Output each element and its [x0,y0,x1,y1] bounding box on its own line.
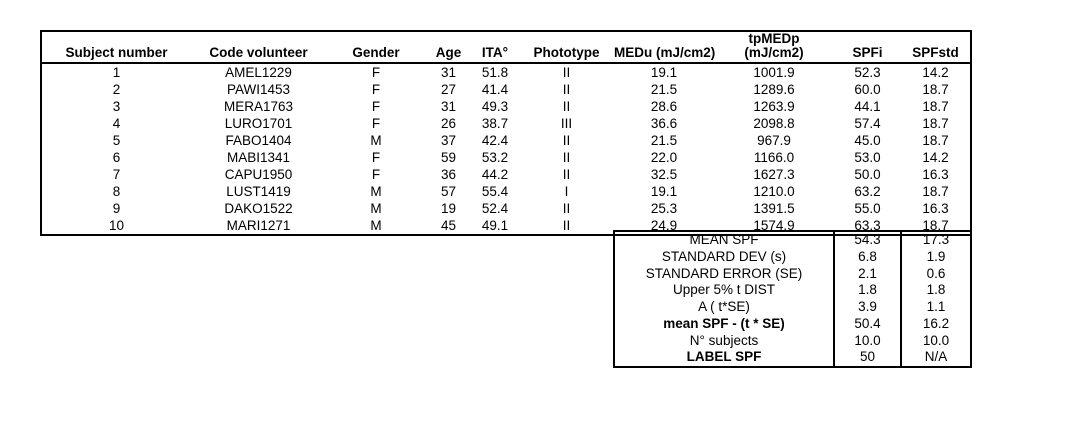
summary-row-3 [614,282,971,299]
summary-spfi-value: 50 [834,349,901,367]
subject-row-7 [41,166,971,183]
subject-cell: 57 [440,184,457,199]
subject-cell: 1574.9 [753,218,795,233]
subject-cell: 31 [440,65,457,80]
summary-label: mean SPF - (t * SE) [663,315,785,331]
subject-cell: 31 [440,99,457,114]
column-header-4: ITA° [471,31,519,63]
subject-cell: 3 [112,99,121,114]
subject-cell: CAPU1950 [224,167,293,182]
summary-spfstd-value: 10.0 [901,333,971,350]
summary-row-6 [614,333,971,350]
subject-cell: MABI1341 [226,150,291,165]
subject-cell: F [371,150,381,165]
subject-cell: 18.7 [922,82,949,97]
subject-cell: 1001.9 [753,65,795,80]
summary-label: STANDARD ERROR (SE) [645,265,803,281]
subject-cell: II [562,133,571,148]
subject-cell: 19.1 [650,65,678,80]
summary-label: STANDARD DEV (s) [661,248,787,264]
subject-cell: DAKO1522 [224,201,293,216]
subjects-table [40,30,972,236]
summary-label: A ( t*SE) [698,299,750,314]
subject-cell: 1391.5 [753,201,795,216]
subject-cell: 55.0 [854,201,881,216]
subjects-table-header [41,31,971,63]
subject-row-3 [41,98,971,115]
subject-cell: 52.4 [481,201,509,216]
subject-cell: 49.3 [481,99,509,114]
subject-cell: LURO1701 [224,116,293,131]
subject-cell: MERA1763 [223,99,294,114]
subject-cell: 36.6 [650,116,678,131]
subject-cell: II [562,82,571,97]
spf-summary-body [614,231,971,367]
subject-cell: F [371,82,381,97]
subject-cell: 42.4 [481,133,509,148]
spf-summary-table [613,230,972,368]
subject-cell: 18.7 [922,116,949,131]
header-row [41,31,971,63]
subject-cell: 21.5 [650,133,678,148]
column-header-8: SPFi [834,31,901,63]
subject-cell: 5 [112,133,121,148]
subject-cell: 1 [112,65,121,80]
subject-cell: M [370,133,382,148]
subject-row-4 [41,115,971,132]
column-header-1: Code volunteer [191,31,326,63]
subject-cell: F [371,167,381,182]
column-header-7-top-line: tpMEDp [748,31,800,46]
column-header-3: Age [426,31,471,63]
subject-cell: 16.3 [922,201,949,216]
subject-cell: 19.1 [650,184,678,199]
summary-spfstd-value: 1.1 [901,299,971,316]
summary-label: LABEL SPF [686,349,762,365]
summary-spfi-value: 1.8 [834,282,901,299]
summary-label: Upper 5% t DIST [672,282,776,298]
subject-cell: 22.0 [650,150,678,165]
subject-cell: 19 [440,201,457,216]
subject-row-9 [41,200,971,217]
summary-label: MEAN SPF [689,232,759,247]
subject-cell: 1210.0 [753,184,795,199]
subject-row-2 [41,81,971,98]
subject-cell: 57.4 [854,116,881,131]
subject-cell: I [564,184,569,199]
subject-cell: 60.0 [854,82,881,97]
subject-cell: 38.7 [481,116,509,131]
subject-cell: 21.5 [650,82,678,97]
subject-cell: M [370,184,382,199]
summary-spfstd-value: 1.8 [901,282,971,299]
subject-cell: 26 [440,116,457,131]
summary-row-7 [614,349,971,367]
column-header-6: MEDu (mJ/cm2) [614,31,714,63]
subject-cell: 27 [440,82,457,97]
subject-cell: 1627.3 [753,167,795,182]
subject-cell: 7 [112,167,121,182]
column-header-2: Gender [326,31,426,63]
subject-cell: 8 [112,184,121,199]
subject-cell: F [371,65,381,80]
subject-cell: 967.9 [757,133,791,148]
subject-cell: 44.2 [481,167,509,182]
subject-cell: FABO1404 [225,133,292,148]
summary-spfstd-value: N/A [901,349,971,367]
subject-cell: 25.3 [650,201,678,216]
subject-cell: 41.4 [481,82,509,97]
column-header-9: SPFstd [901,31,971,63]
subject-cell: F [371,116,381,131]
column-header-5: Phototype [519,31,614,63]
subject-cell: 32.5 [650,167,678,182]
subject-cell: 18.7 [922,184,949,199]
subject-cell: PAWI1453 [226,82,291,97]
subject-cell: 18.7 [922,218,949,233]
subject-cell: 63.3 [854,218,881,233]
subject-cell: 4 [112,116,121,131]
summary-label: N° subjects [689,332,759,348]
subject-row-1 [41,63,971,81]
subject-cell: II [562,99,571,114]
subject-cell: 59 [440,150,457,165]
subject-cell: 1263.9 [753,99,795,114]
subject-cell: 44.1 [854,99,881,114]
summary-spfi-value: 10.0 [834,333,901,350]
summary-row-5 [614,316,971,333]
subject-cell: 1166.0 [753,150,795,165]
summary-row-4 [614,299,971,316]
subject-cell: 51.8 [481,65,509,80]
subject-cell: 55.4 [481,184,509,199]
subject-cell: 37 [440,133,457,148]
subject-cell: 49.1 [481,218,509,233]
summary-spfi-value: 3.9 [834,299,901,316]
subject-cell: 45.0 [854,133,881,148]
summary-spfi-value: 50.4 [834,316,901,333]
subjects-table-body [41,63,971,235]
subject-cell: 14.2 [922,150,949,165]
subject-cell: 28.6 [650,99,678,114]
summary-row-2 [614,266,971,283]
subject-cell: II [562,218,571,233]
subject-cell: II [562,150,571,165]
subject-cell: 6 [112,150,121,165]
subject-cell: II [562,201,571,216]
column-header-0: Subject number [41,31,191,63]
subject-cell: 45 [440,218,457,233]
subject-cell: 18.7 [922,133,949,148]
summary-spfi-value: 6.8 [834,249,901,266]
subject-cell: M [370,218,382,233]
subject-cell: 9 [112,201,121,216]
summary-row-0 [614,231,971,249]
subject-cell: 18.7 [922,99,949,114]
summary-spfstd-value: 17.3 [901,231,971,249]
subject-cell: 50.0 [854,167,881,182]
subject-cell: 53.0 [854,150,881,165]
summary-spfi-value: 54.3 [834,231,901,249]
subject-cell: MARI1271 [226,218,291,233]
subject-row-6 [41,149,971,166]
column-header-7 [714,31,834,63]
subject-cell: F [371,99,381,114]
subject-cell: M [370,201,382,216]
subject-cell: 10 [108,218,125,233]
summary-spfstd-value: 1.9 [901,249,971,266]
summary-spfstd-value: 0.6 [901,266,971,283]
summary-spfi-value: 2.1 [834,266,901,283]
subject-cell: AMEL1229 [225,65,292,80]
subject-cell: 16.3 [922,167,949,182]
subject-cell: III [560,116,573,131]
subject-cell: LUST1419 [226,184,291,199]
subject-row-8 [41,183,971,200]
subject-cell: 1289.6 [753,82,795,97]
subject-cell: 24.9 [650,218,678,233]
subject-cell: 63.2 [854,184,881,199]
subject-row-5 [41,132,971,149]
subject-cell: II [562,65,571,80]
subject-cell: 2098.8 [753,116,795,131]
subject-cell: 14.2 [922,65,949,80]
subject-cell: II [562,167,571,182]
column-header-7-label: (mJ/cm2) [744,44,804,60]
subject-cell: 2 [112,82,121,97]
subject-cell: 36 [440,167,457,182]
subject-cell: 52.3 [854,65,881,80]
subject-cell: 53.2 [481,150,509,165]
summary-spfstd-value: 16.2 [901,316,971,333]
summary-row-1 [614,249,971,266]
